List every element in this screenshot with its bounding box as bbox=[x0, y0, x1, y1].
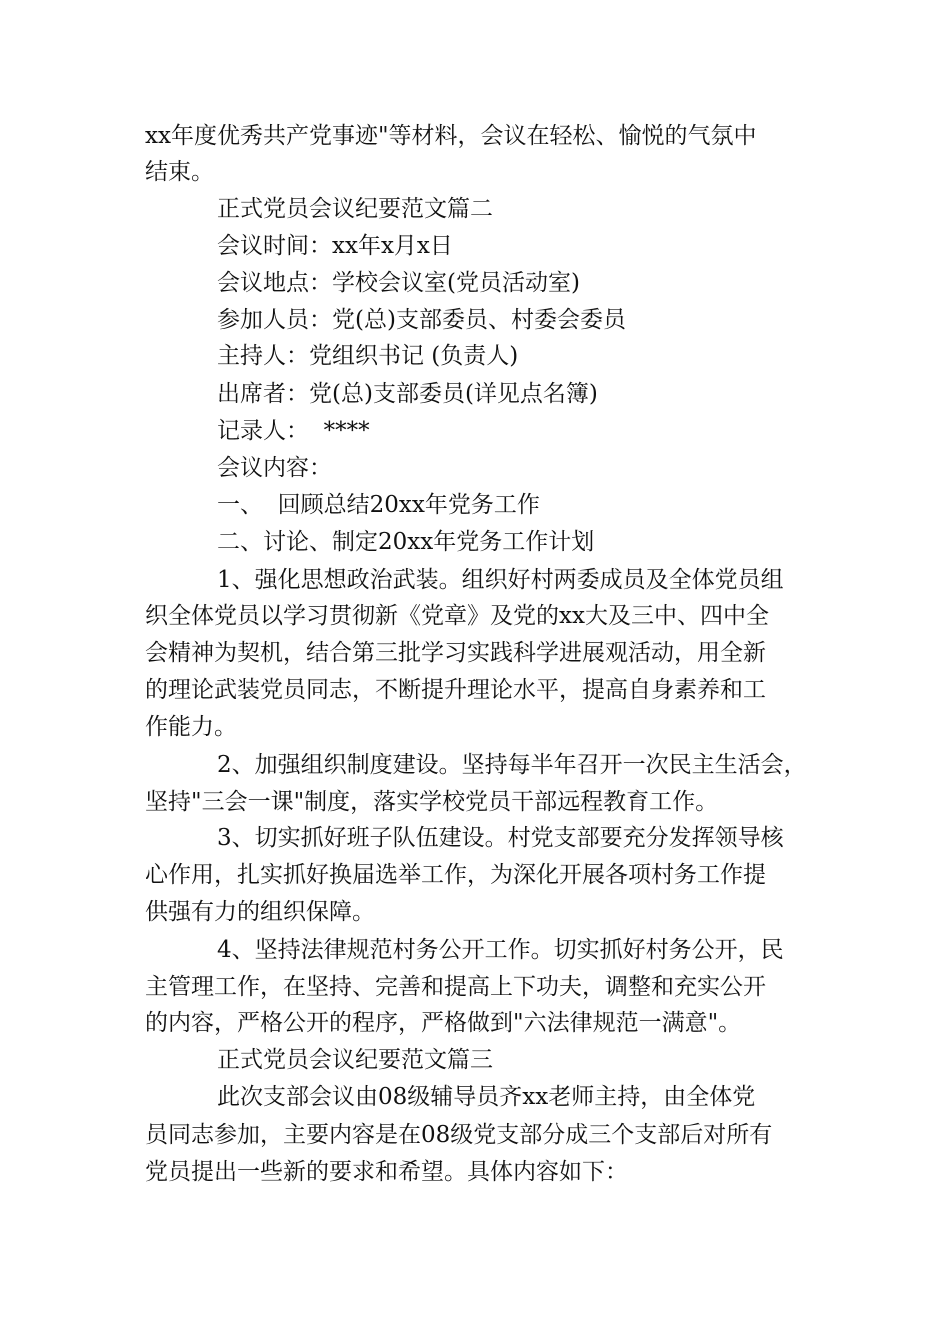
text-line: 1、强化思想政治武装。组织好村两委成员及全体党员组 bbox=[217, 567, 784, 593]
text-line: 一、 回顾总结20xx年党务工作 bbox=[217, 492, 540, 518]
text-line: 参加人员：党(总)支部委员、村委会委员 bbox=[217, 307, 626, 333]
text-line: 员同志参加，主要内容是在08级党支部分成三个支部后对所有 bbox=[145, 1122, 773, 1148]
text-line: 坚持"三会一课"制度，落实学校党员干部远程教育工作。 bbox=[145, 789, 719, 815]
text-line: 主管理工作，在坚持、完善和提高上下功夫，调整和充实公开 bbox=[145, 974, 766, 1000]
text-line: 心作用，扎实抓好换届选举工作，为深化开展各项村务工作提 bbox=[145, 862, 766, 888]
text-line: 此次支部会议由08级辅导员齐xx老师主持，由全体党 bbox=[217, 1084, 756, 1110]
text-line: 结束。 bbox=[145, 159, 214, 185]
text-line: 织全体党员以学习贯彻新《党章》及党的xx大及三中、四中全 bbox=[145, 603, 769, 629]
text-line: 记录人： **** bbox=[217, 418, 370, 444]
section-heading: 正式党员会议纪要范文篇三 bbox=[217, 1047, 493, 1073]
text-line: 2、加强组织制度建设。坚持每半年召开一次民主生活会， bbox=[217, 752, 807, 778]
text-line: 的理论武装党员同志，不断提升理论水平，提高自身素养和工 bbox=[145, 677, 766, 703]
text-line: 出席者：党(总)支部委员(详见点名簿) bbox=[217, 381, 598, 407]
text-line: 二、讨论、制定20xx年党务工作计划 bbox=[217, 529, 595, 555]
text-line: 党员提出一些新的要求和希望。具体内容如下： bbox=[145, 1159, 628, 1185]
text-line: 的内容，严格公开的程序，严格做到"六法律规范一满意"。 bbox=[145, 1010, 742, 1036]
text-line: 会议地点：学校会议室(党员活动室) bbox=[217, 270, 580, 296]
text-line: 会议内容： bbox=[217, 455, 332, 481]
text-line: 4、坚持法律规范村务公开工作。切实抓好村务公开，民 bbox=[217, 937, 784, 963]
text-line: 供强有力的组织保障。 bbox=[145, 899, 375, 925]
text-line: 作能力。 bbox=[145, 714, 237, 740]
text-line: 主持人：党组织书记 (负责人) bbox=[217, 343, 519, 369]
text-line: 3、切实抓好班子队伍建设。村党支部要充分发挥领导核 bbox=[217, 825, 784, 851]
text-line: 会议时间：xx年x月x日 bbox=[217, 233, 453, 259]
text-line: xx年度优秀共产党事迹"等材料，会议在轻松、愉悦的气氛中 bbox=[145, 123, 757, 149]
section-heading: 正式党员会议纪要范文篇二 bbox=[217, 196, 493, 222]
text-line: 会精神为契机，结合第三批学习实践科学进展观活动，用全新 bbox=[145, 640, 766, 666]
